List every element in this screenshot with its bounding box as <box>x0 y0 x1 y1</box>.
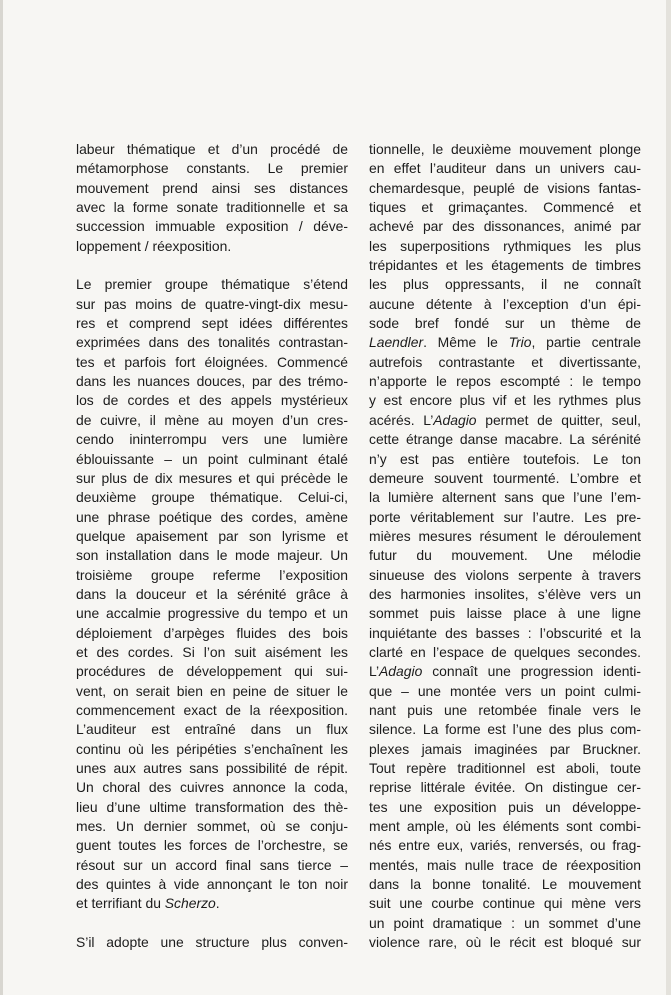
paragraph <box>76 275 348 913</box>
text-line: tes et parfois fort éloignées. Commencé <box>76 353 348 370</box>
text-line: résout sur un accord final sans tierce – <box>76 856 348 873</box>
text-line: porte véritablement sur l’autre. Les pre- <box>369 508 641 525</box>
text-run: permet de quitter, seul, <box>476 411 641 428</box>
right-text-column <box>369 140 641 952</box>
text-line: avec la forme sonate traditionnelle et sa <box>76 199 348 216</box>
text-line: n’apporte le repos escompté : le tempo <box>369 373 641 390</box>
text-line: exprimées dans des tonalités contrastan- <box>76 334 348 351</box>
text-line: que – une montée vers un point culmi- <box>369 682 641 699</box>
text-line: plexes jamais imaginées par Bruckner. <box>369 740 641 757</box>
text-line: S’il adopte une structure plus conven- <box>76 934 348 951</box>
text-line: nant puis une retombée finale vers le <box>369 701 641 718</box>
text-line: des quintes à vide annonçant le ton noir <box>76 876 348 893</box>
italic-term: Laendler <box>369 334 424 351</box>
italic-term: Adagio <box>379 663 423 680</box>
text-line: éblouissante – un point culminant étalé <box>76 450 348 467</box>
text-line: des harmonies insolites, s’élève vers un <box>369 585 641 602</box>
text-line: unes aux autres sans possibilité de répit. <box>76 760 348 776</box>
text-line: troisième groupe referme l’exposition <box>76 566 348 583</box>
text-line: sur pas moins de quatre-vingt-dix mesu- <box>76 295 348 312</box>
text-line: commencement exact de la réexposition. <box>76 701 348 718</box>
text-line: continu où les péripéties s’enchaînent les <box>76 740 348 757</box>
text-line: cendo ininterrompu vers une lumière <box>76 431 348 448</box>
text-line <box>76 894 348 913</box>
text-line: mières mesures résument le déroulement <box>369 527 641 544</box>
text-line: achevé par des dissonances, animé par <box>369 218 641 235</box>
text-line: en effet l’auditeur dans un univers cau- <box>369 160 641 177</box>
text-run: L’ <box>369 663 380 680</box>
text-line: mouvement prend ainsi ses distances <box>76 179 348 196</box>
text-run: . <box>215 895 220 912</box>
text-line: sommet puis laisse place à une ligne <box>369 605 641 622</box>
text-line: nés entre eux, variés, renversés, ou frag- <box>369 837 641 854</box>
paragraph-gap <box>76 256 348 275</box>
text-line: res et comprend sept idées différentes <box>76 315 348 332</box>
text-line: tes une exposition puis un développe- <box>369 798 641 815</box>
text-line: de cuivre, il mène au moyen d’un cres- <box>76 411 348 428</box>
text-line: labeur thématique et d’un procédé de <box>76 141 348 157</box>
text-line: une accalmie progressive du tempo et un <box>76 605 348 622</box>
italic-term: Scherzo <box>164 895 216 912</box>
text-line: mentés, mais nulle trace de réexposition <box>369 856 641 873</box>
text-line: tiques et grimaçantes. Commencé et <box>369 199 641 216</box>
text-line: dans la bonne tonalité. Le mouvement <box>369 876 641 893</box>
text-run: . Même le <box>423 334 498 351</box>
text-line: ment ample, où les éléments sont combi- <box>369 818 641 835</box>
text-line: succession immuable exposition / déve- <box>76 218 348 235</box>
text-line: déploiement d’arpèges fluides des bois <box>76 624 348 641</box>
text-run: , partie centrale <box>531 334 642 351</box>
text-line: L’auditeur est entraîné dans un flux <box>76 721 348 738</box>
text-line: cette étrange danse macabre. La sérénité <box>369 431 641 448</box>
text-line <box>369 411 641 430</box>
text-line: violence rare, où le récit est bloqué sur <box>369 934 641 951</box>
text-line: sur plus de dix mesures et qui précède le <box>76 469 348 486</box>
text-line: mes. Un dernier sommet, où se conju- <box>76 818 348 835</box>
text-line: les plus oppressants, il ne connaît <box>369 276 641 293</box>
page-edge-left <box>0 0 3 995</box>
text-line: une phrase poétique des cordes, amène <box>76 508 348 525</box>
text-line: clarté en l’espace de quelques secondes. <box>369 643 641 660</box>
text-line: vent, on serait bien en peine de situer le <box>76 682 348 699</box>
text-line: procédures de développement qui sui- <box>76 663 348 680</box>
text-line: quelque apaisement par son lyrisme et <box>76 527 348 544</box>
text-line: trépidantes et les étagements de timbres <box>369 257 641 274</box>
italic-term: Trio <box>508 334 532 351</box>
text-run: acérés. L’ <box>369 411 434 428</box>
text-line: lieu d’une ultime transformation des thè- <box>76 798 348 815</box>
text-line: demeure souvent tourmenté. L’ombre et <box>369 469 641 486</box>
text-line: et des cordes. Si l’on suit aisément les <box>76 643 348 660</box>
text-line: y est encore plus vif et les rythmes plus <box>369 392 641 409</box>
text-line: Le premier groupe thématique s’étend <box>76 276 348 293</box>
text-line: reprise littérale évitée. On distingue cer- <box>369 779 641 796</box>
text-line: aucune détente à l’exception d’un épi- <box>369 295 641 312</box>
text-line: tionnelle, le deuxième mouvement plonge <box>369 141 641 157</box>
paragraph <box>76 933 348 952</box>
text-line: un point dramatique : un sommet d’une <box>369 914 641 931</box>
text-line <box>369 662 641 681</box>
left-text-column <box>76 140 348 952</box>
text-line: son installation dans le mode majeur. Un <box>76 547 348 564</box>
text-line: deuxième groupe thématique. Celui-ci, <box>76 489 348 506</box>
text-line: chemardesque, peuplé de visions fantas- <box>369 179 641 196</box>
text-line: inquiétante des basses : l’obscurité et la <box>369 624 641 641</box>
paragraph <box>76 140 348 256</box>
italic-term: Adagio <box>433 411 477 428</box>
text-line: la lumière alternent sans que l’une l’em- <box>369 489 641 506</box>
text-line: dans la douceur et la sérénité grâce à <box>76 585 348 602</box>
text-line: silence. La forme est l’une des plus com- <box>369 721 641 738</box>
text-line: suit une courbe continue qui mène vers <box>369 895 641 912</box>
text-line: sode bref fondé sur un thème de <box>369 315 641 332</box>
text-line: guent toutes les forces de l’orchestre, se <box>76 837 348 854</box>
text-line: les superpositions rythmiques les plus <box>369 237 641 254</box>
text-line: futur du mouvement. Une mélodie <box>369 547 641 564</box>
text-line: Un choral des cuivres annonce la coda, <box>76 779 348 796</box>
text-line: autrefois contrastante et divertissante, <box>369 353 641 370</box>
text-run: connaît une progression identi- <box>422 663 641 680</box>
text-line: n’y est pas entière toutefois. Le ton <box>369 450 641 467</box>
text-line: métamorphose constants. Le premier <box>76 160 348 177</box>
page-edge-right <box>666 0 671 995</box>
text-line <box>369 333 641 352</box>
text-line: loppement / réexposition. <box>76 237 232 254</box>
text-line: los de cordes et des appels mystérieux <box>76 392 348 409</box>
paragraph-gap <box>76 914 348 933</box>
text-line: dans les nuances douces, par des trémo- <box>76 373 348 390</box>
text-line: Tout repère traditionnel est aboli, toute <box>369 760 641 776</box>
text-run: et terrifiant du <box>76 895 161 912</box>
text-line: sinueuse des violons serpente à travers <box>369 566 641 583</box>
